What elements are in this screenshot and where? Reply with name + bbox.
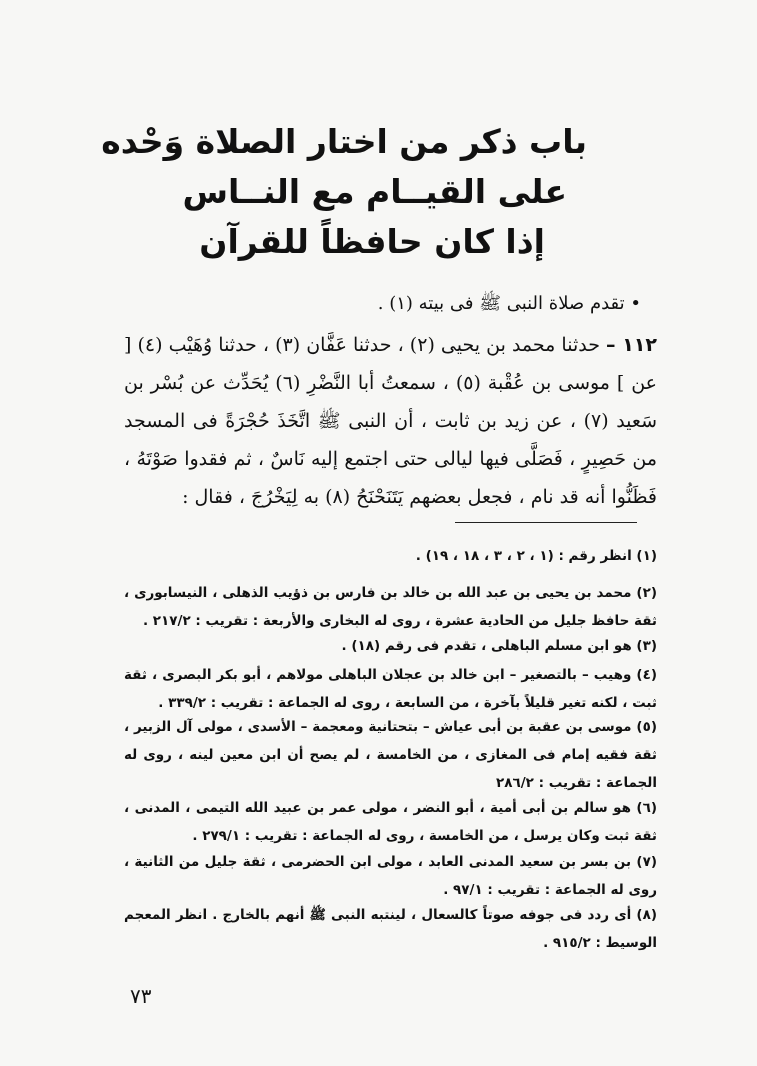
chapter-title-line-1: باب ذكر من اختار الصلاة وَحْده (101, 122, 587, 161)
footnote-4: (٤) وهيب – بالتصغير – ابن خالد بن عجلان الباهلى مولاهم ، أبو بكر البصرى ، ثقة ثبت ، لكنه تغير قليلاً بآخرة ، من السابعة ، روى له الجماعة : تقريب : ٣٣٩/٢ . (124, 667, 657, 711)
footnote-1: (١) انظر رقم : (١ ، ٢ ، ٣ ، ١٨ ، ١٩) . (415, 548, 657, 564)
page-number: ٧٣ (130, 984, 152, 1008)
footnote-2: (٢) محمد بن يحيى بن عبد الله بن خالد بن فارس بن ذؤيب الذهلى ، النيسابورى ، ثقة حافظ جليل من الحادية عشرة ، روى له البخارى والأربعة : تقريب : ٢١٧/٢ . (124, 585, 657, 629)
footnote-6: (٦) هو سالم بن أبى أمية ، أبو النضر ، مولى عمر بن عبيد الله التيمى ، المدنى ، ثقة ثبت وكان يرسل ، من الخامسة ، روى له الجماعة : تقريب : ٢٧٩/١ . (124, 800, 657, 844)
footnote-separator (455, 522, 637, 523)
intro-note: • تقدم صلاة النبى ﷺ فى بيته (١) . (377, 293, 641, 314)
footnote-8: (٨) أى ردد فى جوفه صوتاً كالسعال ، لينتبه النبى ﷺ أنهم بالخارج . انظر المعجم الوسيط : ٩١٥/٢ . (124, 907, 657, 951)
hadith-text: حدثنا محمد بن يحيى (٢) ، حدثنا عَفَّان (٣) ، حدثنا وُهَيْب (٤) [ عن ] موسى بن عُقْبة (٥) ، سمعتُ أبا النَّضْرِ (٦) يُحَدِّث عن بُسْر بن سَعيد (٧) ، عن زيد بن ثابت ، أن النبى ﷺ اتَّخَذَ حُجْرَةً فى المسجد من حَصِيرٍ ، فَصَلَّى فيها ليالى حتى اجتمع إليه نَاسٌ ، ثم فقدوا صَوْتَهُ ، فَظَنُّوا أنه قد نام ، فجعل بعضهم يَتَنَحْنَحُ (٨) به لِيَخْرُجَ ، فقال : (124, 334, 658, 508)
footnote-3: (٣) هو ابن مسلم الباهلى ، تقدم فى رقم (١٨) . (341, 638, 657, 654)
hadith-paragraph (124, 326, 657, 516)
footnote-7: (٧) بن بسر بن سعيد المدنى العابد ، مولى ابن الحضرمى ، ثقة جليل من الثانية ، روى له الجماعة : تقريب : ٩٧/١ . (124, 854, 657, 898)
chapter-title-line-2: على القيــام مع النــاس (182, 172, 567, 211)
footnote-5: (٥) موسى بن عقبة بن أبى عياش – بتحتانية ومعجمة – الأسدى ، مولى آل الزبير ، ثقة فقيه إمام فى المغازى ، من الخامسة ، لم يصح أن ابن معين لينه ، روى له الجماعة : تقريب : ٢٨٦/٢ (124, 719, 657, 791)
chapter-title-line-3: إذا كان حافظاً للقرآن (199, 222, 545, 261)
hadith-number: ١١٢ – (606, 334, 657, 356)
